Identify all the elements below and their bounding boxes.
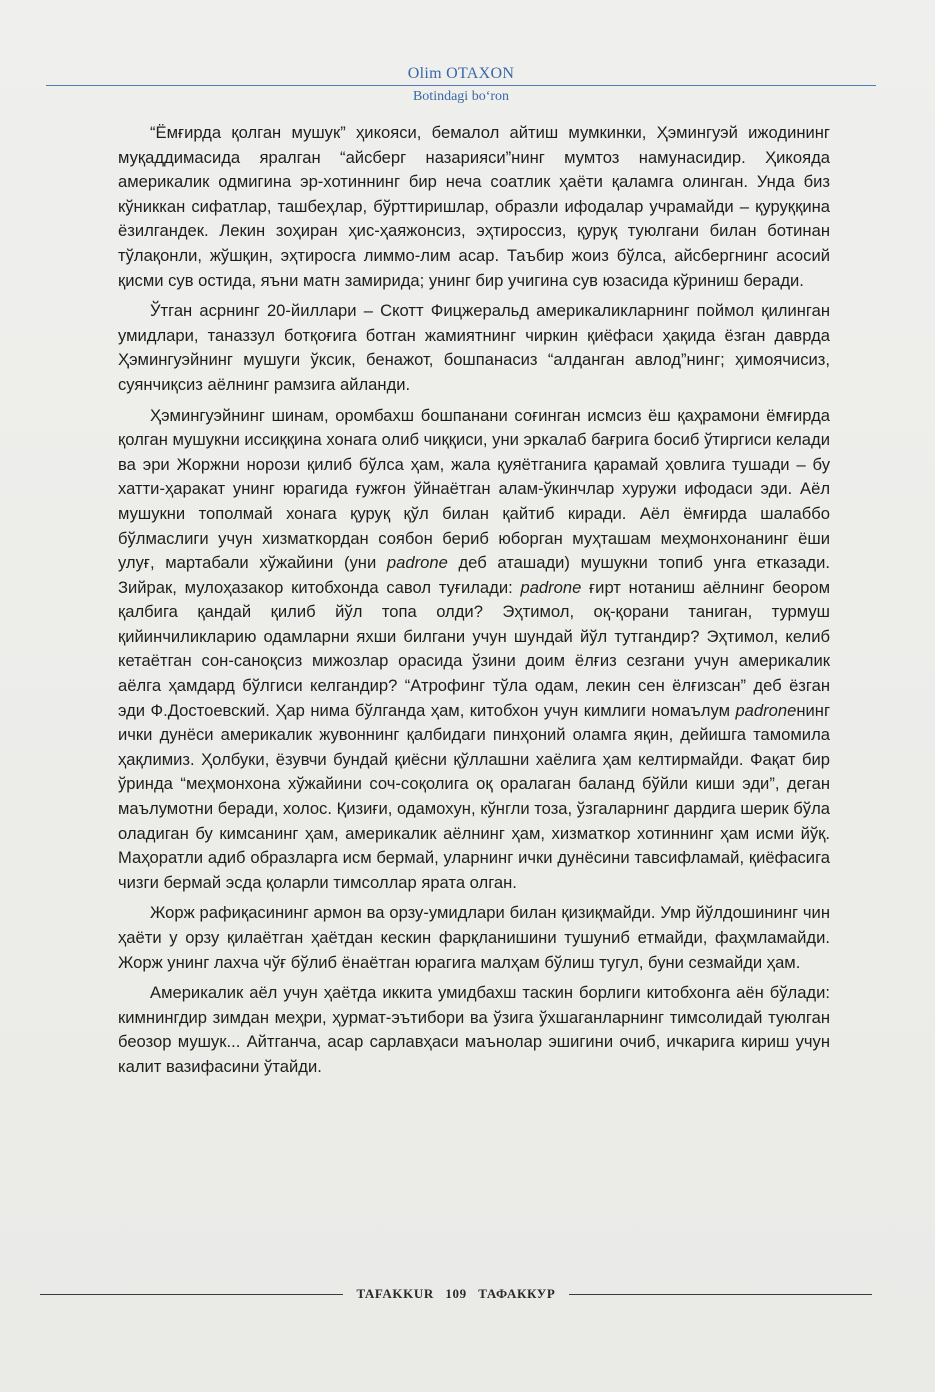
running-header [46, 64, 876, 110]
text-run: ғирт нотаниш аёлнинг беором қалбига қандай қилиб йўл топа олди? Эҳтимол, оқ-қорани таниган, турмуш қийинчиликларию одамларни яхши билгани учун шундай йўл тутгандир? Эҳтимол, келиб кетаётган сон-саноқсиз мижозлар орасида ўзини доим ёлғиз сезгани учун америкалик аёлга ҳамдард бўлгиси келгандир? “Атрофинг тўла одам, лекин сен ёлғизсан” деб ёзган эди Ф.Достоевский. Ҳар нима бўлганда ҳам, китобхон учун кимлиги номаълум [118, 577, 831, 720]
paragraph [118, 404, 830, 896]
text-run: Америкалик аёл учун ҳаётда иккита умидбахш таскин борлиги китобхонга аён бўлади: кимнингдир зимдан меҳри, ҳурмат-эътибори ва ўзига ўхшаганларнинг тимсолидай туюлган беозор мушук... Айтганча, асар сарлавҳаси маънолар эшигини очиб, ичкарига кириш учун калит вазифасини ўтайди. [118, 983, 830, 1076]
italic-term: padrone [386, 553, 448, 573]
text-run: Жорж рафиқасининг армон ва орзу-умидлари билан қизиқмайди. Умр йўлдошининг чин ҳаёти у орзу қилаётган ҳаётдан кескин фарқланишини тушуниб етмайди, фаҳмламайди. Жорж унинг лахча чўғ бўлиб ёнаётган юрагига малҳам бўлиш тугул, буни сезмайди ҳам. [118, 903, 830, 972]
text-run: деб аташади) мушукни топиб унга етказади. Зийрак, мулоҳазакор китобхонда савол туғилади: [118, 553, 830, 597]
page-footer [40, 1284, 872, 1304]
paragraph [118, 901, 830, 975]
paragraph [118, 299, 830, 397]
italic-term: padrone [520, 577, 582, 597]
footer-journal-latin: TAFAKKUR [356, 1286, 434, 1301]
paragraph [118, 981, 830, 1079]
text-run: “Ёмғирда қолган мушук” ҳикояси, бемалол айтиш мумкинки, Ҳэмингуэй ижодининг муқаддимасида яралган “айсберг назарияси”нинг мумтоз намунасидир. Ҳикояда америкалик одмигина эр-хотиннинг бир неча соатлик ҳаёти қаламга олинган. Унда биз кўниккан сифатлар, ташбеҳлар, бўрттиришлар, образли ифодалар учрамайди – қуруққина ёзилгандек. Лекин зоҳиран ҳис-ҳаяжонсиз, эҳтироссиз, қуруқ туюлгани билан ботинан тўлақонли, жўшқин, эҳтиросга лиммо-лим асар. Таъбир жоиз бўлса, айсбергнинг асосий қисми сув остида, яъни матн замирида; унинг бир учигина сув юзасида кўриниш беради. [118, 123, 830, 290]
footer-rule-left [40, 1294, 343, 1295]
footer-label [343, 1286, 570, 1302]
italic-term: padrone [735, 700, 797, 720]
header-rule [46, 85, 876, 86]
article-body [118, 121, 830, 1086]
text-run: нинг ички дунёси америкалик жувоннинг қалбидаги пинҳоний оламга яқин, дейишга тамомила ҳақлимиз. Ҳолбуки, ёзувчи бундай қиёсни қўллашни хаёлига ҳам келтирмайди. Фақат бир ўринда “меҳмонхона хўжайини соч-соқолига оқ оралаган баланд бўйли киши эди”, деган маълумотни беради, холос. Қизиғи, одамохун, кўнгли тоза, ўзгаларнинг дардига шерик бўла оладиган бу кимсанинг ҳам, америкалик аёлнинг ҳам, хизматкор хотиннинг ҳам исми йўқ. Маҳоратли адиб образларга исм бермай, уларнинг ички дунёсини тавсифламай, қиёфасига чизги бермай эсда қоларли тимсоллар ярата олган. [118, 700, 830, 892]
paragraph [118, 121, 830, 293]
text-run: Ўтган асрнинг 20-йиллари – Скотт Фицжеральд америкаликларнинг поймол қилинган умидлари, таназзул ботқоғига ботган жамиятнинг чиркин қиёфаси ҳақида ёзган даврда Ҳэмингуэйнинг мушуги ўксик, бенажот, бошпанасиз “алданган авлод”нинг; ҳимоячисиз, суянчиқсиз аёлнинг рамзига айланди. [118, 301, 830, 394]
text-run: Ҳэмингуэйнинг шинам, оромбахш бошпанани соғинган исмсиз ёш қаҳрамони ёмғирда қолган мушукни иссиққина хонага олиб чиққиси, уни эркалаб бағрига босиб ўтиргиси келади ва эри Жоржни норози қилиб бўлса ҳам, жала қуяётганига қарамай ҳовлига тушади – бу хатти-ҳаракат унинг юрагида ғужғон ўйнаётган алам-ўкинчлар хуружи ифодаси эди. Аёл мушукни тополмай хонага қуруқ қўл билан қайтиб киради. Аёл ёмғирда шалаббо бўлмаслиги учун хизматкордан соябон бериб юборган муҳташам меҳмонхонанинг ёши улуғ, мартабали хўжайини (уни [118, 405, 830, 573]
footer-page-number: 109 [445, 1286, 467, 1301]
header-subtitle: Botindagi bo‘ron [412, 89, 510, 104]
header-author: Olim OTAXON [407, 65, 515, 82]
footer-rule-right [569, 1294, 872, 1295]
footer-journal-cyrillic: ТАФАККУР [478, 1286, 556, 1301]
